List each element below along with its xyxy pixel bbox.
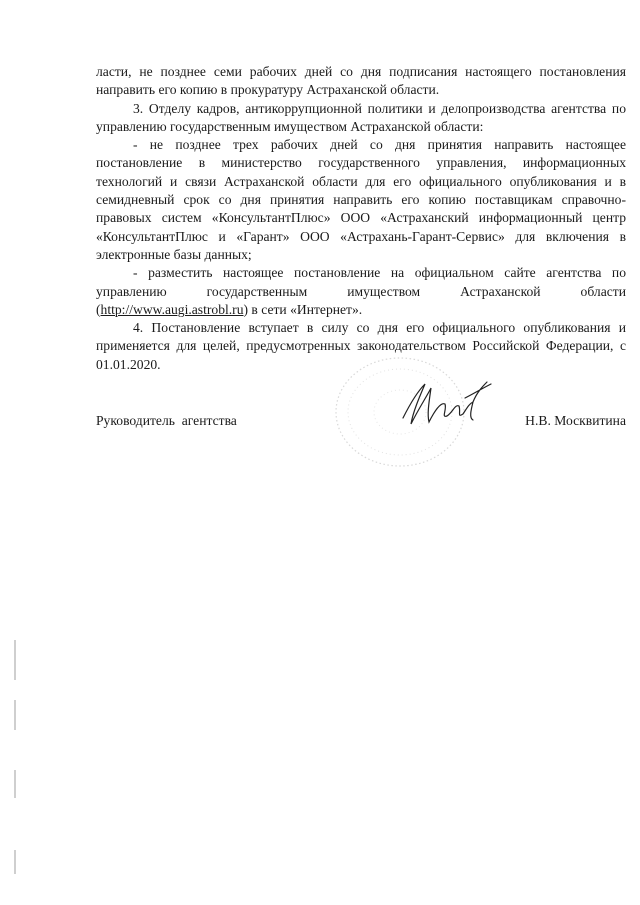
document-body (96, 63, 626, 374)
paragraph-continuation: ласти, не позднее семи рабочих дней со дня подписания настоящего постановления направить его копию в прокуратуру Астраханской области. (96, 64, 626, 98)
signer-name: Н.В. Москвитина (525, 413, 626, 428)
scan-margin-mark (14, 700, 16, 730)
handwritten-signature (395, 378, 495, 434)
scan-margin-mark (14, 640, 16, 680)
scan-margin-mark (14, 850, 16, 874)
website-url: http://www.augi.astrobl.ru (100, 301, 244, 317)
signer-position: Руководитель агентства (96, 413, 237, 428)
paragraph-3-item-1: - не позднее трех рабочих дней со дня принятия направить настоящее постановление в министерство государственного управления, информационных технологий и связи Астраханской области для его официального опубликования и в семидневный срок со дня принятия направить его копию поставщикам справочно-правовых систем «КонсультантПлюс» ООО «Астраханский информационный центр «КонсультантПлюс и «Гарант» ООО «Астрахань-Гарант-Сервис» для включения в электронные базы данных; (96, 137, 626, 262)
paragraph-3-item-2 (96, 264, 626, 319)
scan-margin-mark (14, 770, 16, 798)
item-2-end: ) в сети «Интернет». (243, 301, 363, 317)
paragraph-4: 4. Постановление вступает в силу со дня его официального опубликования и применяется для целей, предусмотренных законодательством Российской Федерации, с 01.01.2020. (96, 320, 626, 372)
item-2-text: - разместить настоящее постановление на официальном сайте агентства по управлению государственным имуществом Астраханской области ( (96, 265, 626, 317)
paragraph-3: 3. Отделу кадров, антикоррупционной политики и делопроизводства агентства по управлению государственным имуществом Астраханской области: (96, 100, 626, 134)
